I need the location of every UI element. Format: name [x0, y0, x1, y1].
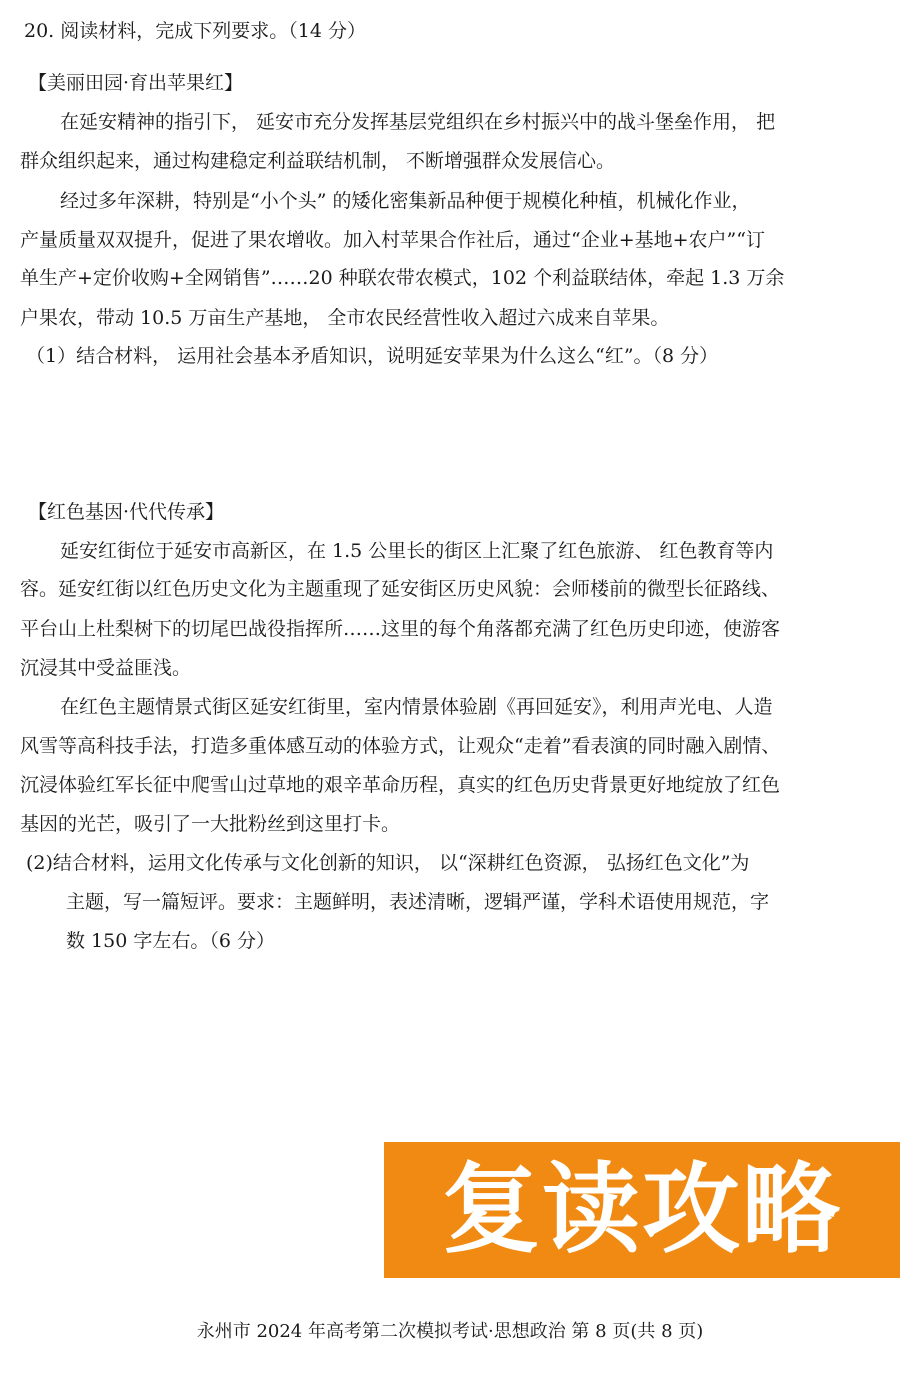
- paragraph-line: 容。延安红街以红色历史文化为主题重现了延安街区历史风貌：会师楼前的微型长征路线、: [20, 578, 781, 600]
- paragraph-line: 在延安精神的指引下， 延安市充分发挥基层党组织在乡村振兴中的战斗堡垒作用， 把: [60, 111, 776, 133]
- paragraph-line: 延安红街位于延安市高新区，在 1.5 公里长的街区上汇聚了红色旅游、 红色教育等内: [60, 540, 774, 562]
- paragraph-line: 风雪等高科技手法，打造多重体感互动的体验方式，让观众“走着”看表演的同时融入剧情、: [20, 735, 781, 757]
- sub-question-2-line: 数 150 字左右。（6 分）: [66, 930, 275, 952]
- page-footer: 永州市 2024 年高考第二次模拟考试·思想政治 第 8 页(共 8 页): [196, 1321, 704, 1342]
- paragraph-line: 户果农，带动 10.5 万亩生产基地， 全市农民经营性收入超过六成来自苹果。: [20, 307, 670, 329]
- watermark-text: 复读攻略: [441, 1153, 842, 1267]
- paragraph-line: 单生产+定价收购+全网销售”……20 种联农带农模式，102 个利益联结体，牵起 1.3 万余: [20, 267, 785, 289]
- paragraph-line: 平台山上杜梨树下的切尾巴战役指挥所……这里的每个角落都充满了红色历史印迹，使游客: [20, 618, 781, 640]
- paragraph-line: 沉浸其中受益匪浅。: [20, 657, 192, 679]
- paragraph-line: 沉浸体验红军长征中爬雪山过草地的艰辛革命历程，真实的红色历史背景更好地绽放了红色: [20, 774, 781, 796]
- sub-question-2-line: 主题，写一篇短评。要求：主题鲜明，表述清晰，逻辑严谨，学科术语使用规范，字: [66, 891, 770, 913]
- paragraph-line: 产量质量双双提升，促进了果农增收。加入村苹果合作社后，通过“企业+基地+农户”“订: [20, 229, 765, 251]
- section-heading-red-gene: 【红色基因·代代传承】: [28, 501, 225, 523]
- paragraph-line: 群众组织起来，通过构建稳定利益联结机制， 不断增强群众发展信心。: [20, 150, 616, 172]
- paragraph-line: 在红色主题情景式街区延安红街里，室内情景体验剧《再回延安》，利用声光电、人造: [60, 696, 773, 718]
- question-title: 20. 阅读材料，完成下列要求。（14 分）: [24, 20, 366, 42]
- paragraph-line: 基因的光芒，吸引了一大批粉丝到这里打卡。: [20, 813, 401, 835]
- sub-question-2: (2)结合材料，运用文化传承与文化创新的知识， 以“深耕红色资源， 弘扬红色文化”为: [26, 852, 750, 874]
- sub-question-1: （1）结合材料， 运用社会基本矛盾知识，说明延安苹果为什么这么“红”。（8 分）: [26, 345, 719, 367]
- paragraph-line: 经过多年深耕，特别是“小个头” 的矮化密集新品种便于规模化种植，机械化作业，: [60, 190, 751, 212]
- watermark-banner: [384, 1142, 900, 1278]
- section-heading-apple: 【美丽田园·育出苹果红】: [28, 72, 244, 94]
